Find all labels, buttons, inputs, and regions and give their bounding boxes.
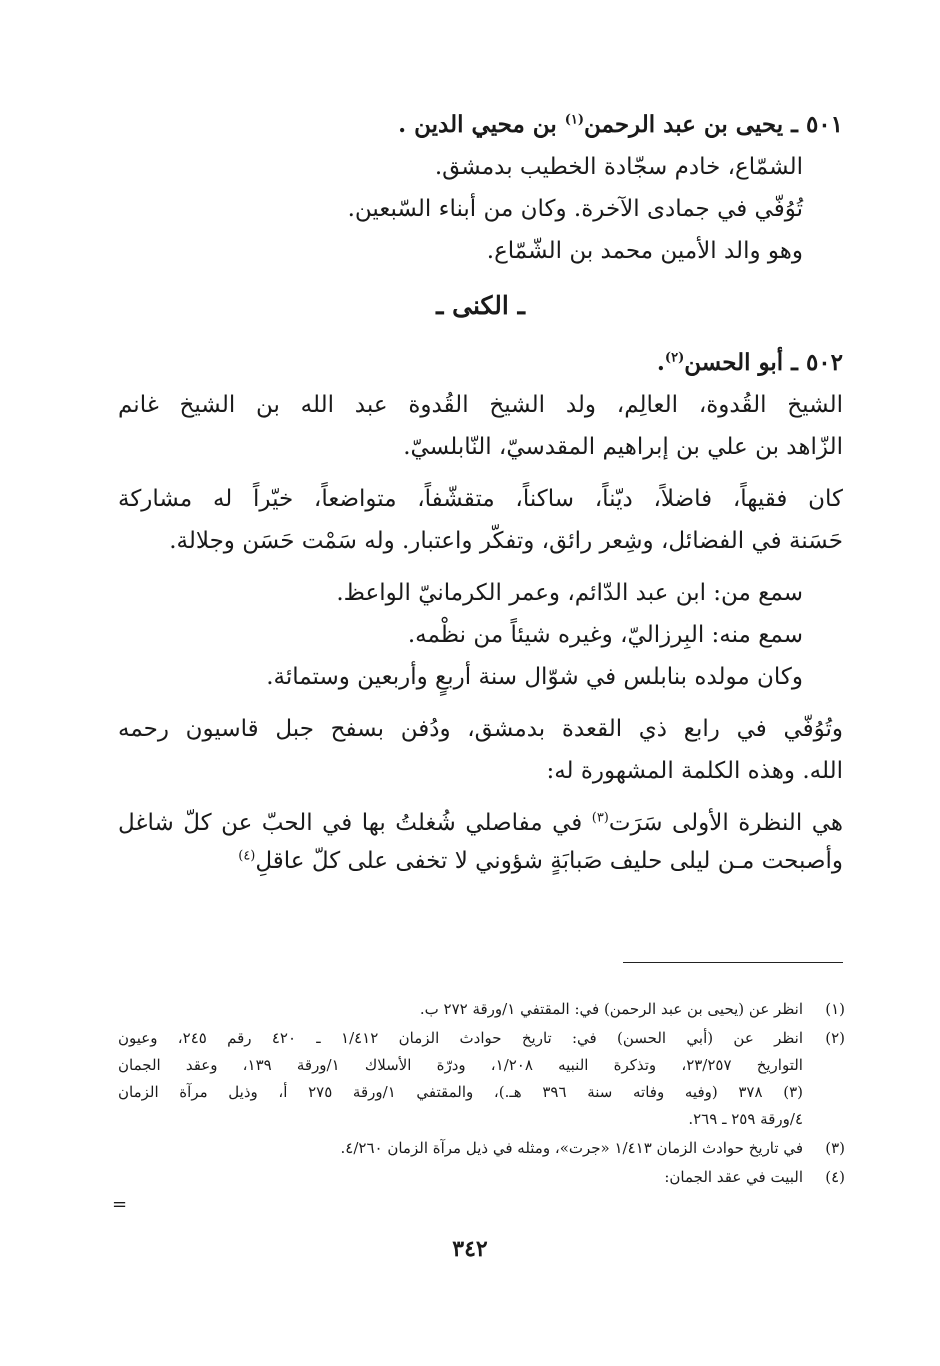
paragraph-line: سمع منه: البِرزاليّ، وغيره شيئاً من نظْمه.: [407, 622, 803, 648]
footnote-line: انظر عن (يحيى بن عبد الرحمن) في: المقتفي ١/ورقة ٢٧٢ ب.: [419, 1000, 803, 1018]
footnotes: [118, 996, 845, 1193]
entry-501-name: ٥٠١ ـ يحيى بن عبد الرحمن: [584, 111, 843, 138]
footnote: [118, 1164, 845, 1191]
footnote-line: البيت في عقد الجمان:: [664, 1168, 803, 1186]
entry-501-line: تُوُفّي في جمادى الآخرة. وكان من أبناء السّبعين.: [347, 196, 803, 222]
footnote-line: في تاريخ حوادث الزمان ١/٤١٣ «جرت»، ومثله في ذيل مرآة الزمان ٤/٢٦٠.: [340, 1139, 803, 1157]
footnote-line: انظر عن (أبي الحسن) في: تاريخ حوادث الزمان ١/٤١٢ ـ ٤٢٠ رقم ٢٤٥، وعيون: [118, 1029, 803, 1047]
entry-501-name-rest: بن محيي الدين .: [398, 111, 565, 138]
main-text: [118, 104, 843, 880]
footnote-number: (٣): [825, 1139, 845, 1157]
paragraph-line: وتُوُفّي في رابع ذي القعدة بدمشق، ودُفن بسفح جبل قاسيون رحمه: [118, 716, 843, 742]
verse-line: [118, 842, 843, 880]
footnote-number: (١): [825, 1000, 845, 1018]
paragraph-line: حَسَنة في الفضائل، وشِعر رائق، وتفكّر واعتبار. وله سَمْت حَسَن وجلالة.: [169, 528, 843, 554]
paragraph-line: الشيخ القُدوة، العالِم، ولد الشيخ القُدوة عبد الله بن الشيخ غانم: [118, 392, 843, 418]
entry-502-name: ٥٠٢ ـ أبو الحسن: [684, 349, 843, 376]
footnote: [118, 1025, 845, 1133]
verse-line: [118, 804, 843, 842]
footnote-number: (٤): [825, 1168, 845, 1186]
paragraph-line: الله. وهذه الكلمة المشهورة له:: [546, 758, 843, 784]
paragraph-line: سمع من: ابن عبد الدّائم، وعمر الكرمانيّ الواعظ.: [336, 580, 803, 606]
page-number: ٣٤٢: [452, 1236, 488, 1262]
entry-502-heading: [118, 342, 843, 384]
verse-text: وأصبحت مـن ليلى حليف صَبابَةٍ شؤوني لا تخفى على كلّ عاقلِ: [255, 848, 843, 874]
footnote-ref-4: (٤): [238, 848, 256, 864]
paragraph-line: وكان مولده بنابلس في شوّال سنة أربعٍ وأربعين وستمائة.: [266, 664, 803, 690]
footnote-number: (٢): [825, 1029, 845, 1047]
footnote: [118, 1135, 845, 1162]
footnote-line: (٣) ٣٧٨ (وفيه وفاته سنة ٣٩٦ هـ.)، والمقتفي ١/ورقة ٢٧٥ أ، وذيل مرآة الزمان: [118, 1083, 803, 1101]
paragraph-line: الزّاهد بن علي بن إبراهيم المقدسيّ، النّابلسيّ.: [403, 434, 843, 460]
poem-verse: [118, 804, 843, 880]
verse-text: في مفاصلي شُغلتُ بها في الحبّ عن كلّ شاغل: [118, 810, 592, 836]
continuation-mark: =: [112, 1194, 128, 1215]
footnote-ref-2: (٢): [664, 350, 685, 366]
entry-501-heading: [118, 104, 843, 146]
footnote-ref-3: (٣): [591, 810, 609, 826]
footnote-separator: [623, 962, 843, 963]
verse-text: هي النظرة الأولى سَرَت: [608, 810, 843, 836]
footnote-line: ٤/ورقة ٢٥٩ ـ ٢٦٩.: [688, 1110, 803, 1128]
footnote: [118, 996, 845, 1023]
paragraph-line: كان فقيهاً، فاضلاً، ديّناً، ساكناً، متقشّفاً، متواضعاً، خيّراً له مشاركة: [118, 486, 843, 512]
entry-501-line: وهو والد الأمين محمد بن الشّمّاع.: [486, 238, 803, 264]
footnote-line: التواريخ ٢٣/٢٥٧، وتذكرة النبيه ١/٢٠٨، ودرّة الأسلاك ١/ورقة ١٣٩، وعقد الجمان: [118, 1056, 803, 1074]
entry-502-name-rest: .: [656, 349, 665, 376]
section-heading: ـ الكنى ـ: [436, 291, 525, 320]
footnote-ref-1: (١): [564, 112, 585, 128]
entry-501-line: الشمّاع، خادم سجّادة الخطيب بدمشق.: [434, 154, 803, 180]
